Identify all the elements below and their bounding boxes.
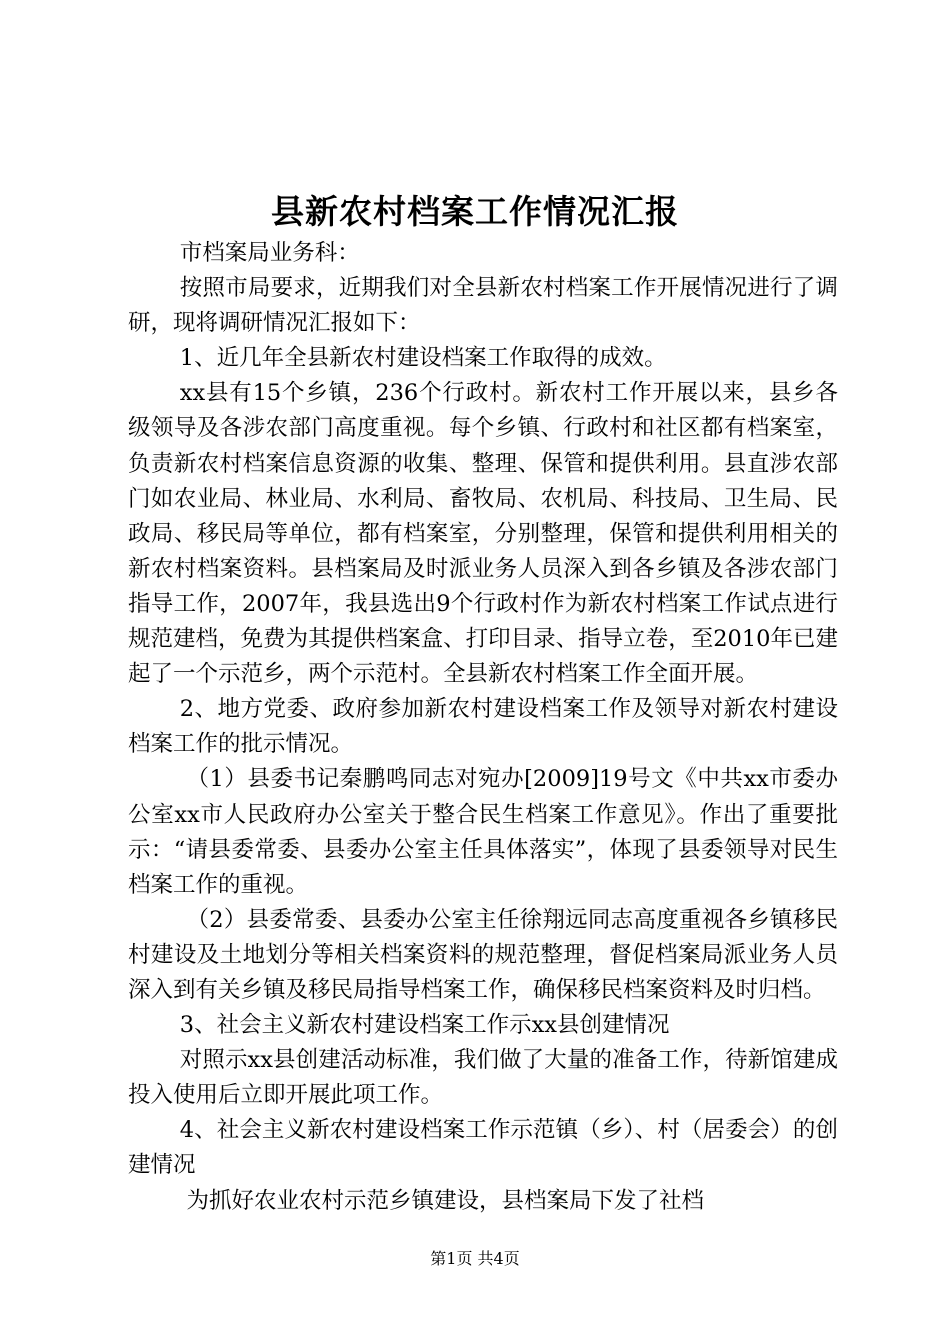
document-title: 县新农村档案工作情况汇报 [271, 192, 679, 231]
paragraph: （1）县委书记秦鹏鸣同志对宛办[2009]19号文《中共xx市委办公室xx市人民政府办公室关于整合民生档案工作意见》。作出了重要批示：“请县委常委、县委办公室主任具体落实”，体现了县委领导对民生档案工作的重视。 [128, 766, 838, 898]
paragraph: （2）县委常委、县委办公室主任徐翔远同志高度重视各乡镇移民村建设及土地划分等相关档案资料的规范整理，督促档案局派业务人员深入到有关乡镇及移民局指导档案工作，确保移民档案资料及时归档。 [128, 906, 838, 1003]
paragraph: 1、近几年全县新农村建设档案工作取得的成效。 [179, 345, 667, 372]
paragraph: 2、地方党委、政府参加新农村建设档案工作及领导对新农村建设档案工作的批示情况。 [128, 696, 838, 758]
page-footer: 第1页 共4页 [430, 1249, 520, 1268]
paragraph: 为抓好农业农村示范乡镇建设，县档案局下发了社档 [186, 1187, 705, 1214]
paragraph: 3、社会主义新农村建设档案工作示xx县创建情况 [179, 1012, 670, 1039]
paragraph: 对照示xx县创建活动标准，我们做了大量的准备工作，待新馆建成投入使用后立即开展此项工作。 [128, 1047, 838, 1109]
paragraph: 按照市局要求，近期我们对全县新农村档案工作开展情况进行了调研，现将调研情况汇报如下： [128, 275, 838, 337]
document-body [128, 236, 838, 1219]
paragraph: xx县有15个乡镇，236个行政村。新农村工作开展以来，县乡各级领导及各涉农部门高度重视。每个乡镇、行政村和社区都有档案室，负责新农村档案信息资源的收集、整理、保管和提供利用。县直涉农部门如农业局、林业局、水利局、畜牧局、农机局、科技局、卫生局、民政局、移民局等单位，都有档案室，分别整理，保管和提供利用相关的新农村档案资料。县档案局及时派业务人员深入到各乡镇及各涉农部门指导工作，2007年，我县选出9个行政村作为新农村档案工作试点进行规范建档，免费为其提供档案盒、打印目录、指导立卷，至2010年已建起了一个示范乡，两个示范村。全县新农村档案工作全面开展。 [128, 380, 838, 688]
salutation: 市档案局业务科： [179, 240, 360, 266]
paragraph: 4、社会主义新农村建设档案工作示范镇（乡）、村（居委会）的创建情况 [128, 1117, 838, 1179]
